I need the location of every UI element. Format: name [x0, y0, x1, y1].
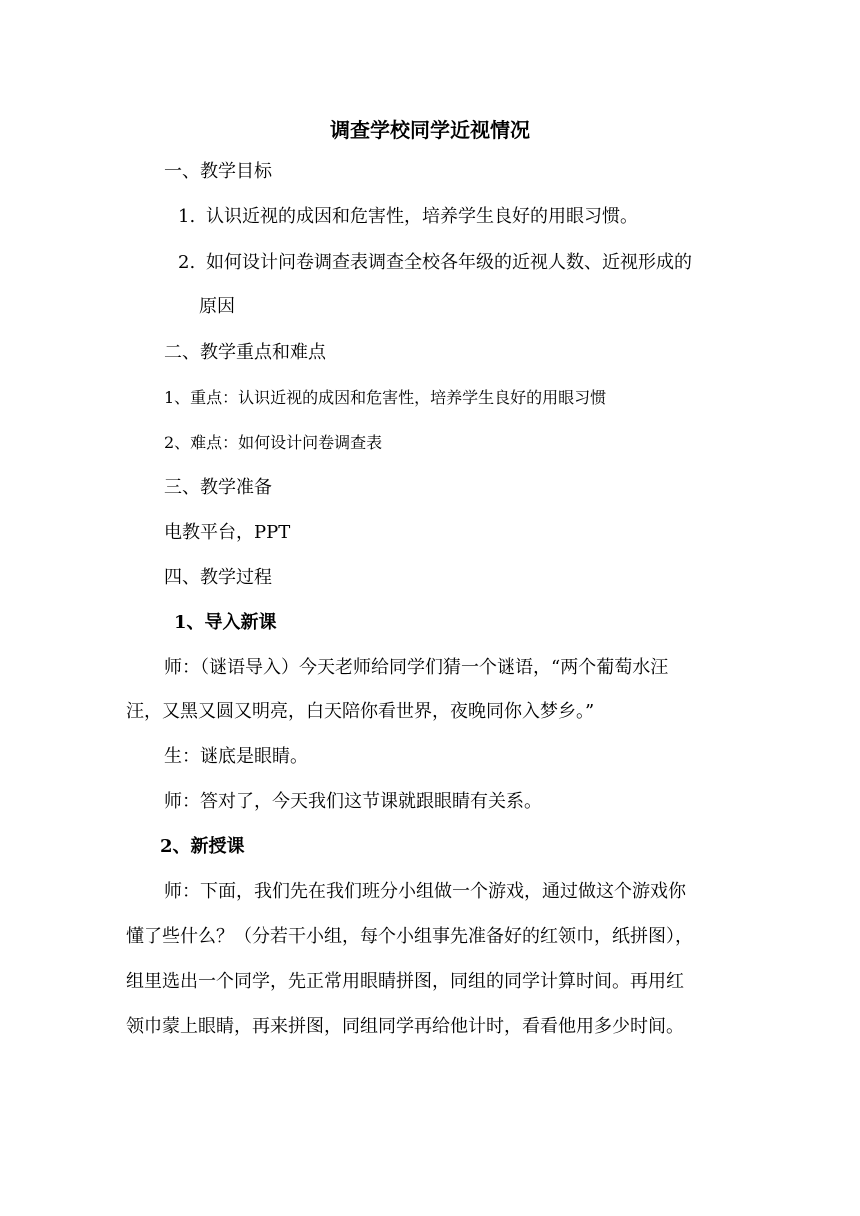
paragraph-game-line-4: 领巾蒙上眼睛，再来拼图，同组同学再给他计时，看看他用多少时间。 [126, 1016, 684, 1037]
section-heading-preparation: 三、教学准备 [164, 477, 272, 498]
step-heading-new-lesson: 2、新授课 [160, 836, 245, 857]
section-heading-goals: 一、教学目标 [164, 161, 272, 182]
paragraph-confirm: 师：答对了，今天我们这节课就跟眼睛有关系。 [164, 791, 542, 812]
goal-item-2 [178, 251, 692, 275]
goal-item-2-text: 如何设计问卷调查表调查全校各年级的近视人数、近视形成的 [206, 252, 692, 273]
difficult-point: 2、难点：如何设计问卷调查表 [164, 433, 383, 452]
document-title: 调查学校同学近视情况 [330, 118, 530, 142]
goal-item-1 [178, 205, 638, 229]
step-heading-intro: 1、导入新课 [174, 612, 277, 633]
key-point: 1、重点：认识近视的成因和危害性，培养学生良好的用眼习惯 [164, 388, 607, 407]
paragraph-game-line-2: 懂了些什么？（分若干小组，每个小组事先准备好的红领巾，纸拼图）， [126, 926, 693, 947]
paragraph-game-line-1: 师：下面，我们先在我们班分小组做一个游戏，通过做这个游戏你 [164, 881, 686, 902]
paragraph-game-line-3: 组里选出一个同学，先正常用眼睛拼图，同组的同学计算时间。再用红 [126, 971, 684, 992]
goal-item-2-continuation: 原因 [199, 296, 235, 317]
goal-item-2-number: 2. [178, 252, 196, 273]
section-heading-key-points: 二、教学重点和难点 [164, 342, 326, 363]
section-heading-process: 四、教学过程 [164, 567, 272, 588]
paragraph-riddle-line-2: 汪，又黑又圆又明亮，白天陪你看世界，夜晚同你入梦乡。” [126, 701, 595, 722]
preparation-text: 电教平台，PPT [164, 522, 291, 543]
goal-item-1-number: 1. [178, 206, 196, 227]
paragraph-answer: 生：谜底是眼睛。 [164, 746, 308, 767]
goal-item-1-text: 认识近视的成因和危害性，培养学生良好的用眼习惯。 [206, 206, 638, 227]
paragraph-riddle-line-1: 师：（谜语导入）今天老师给同学们猜一个谜语，“两个葡萄水汪 [164, 657, 669, 678]
